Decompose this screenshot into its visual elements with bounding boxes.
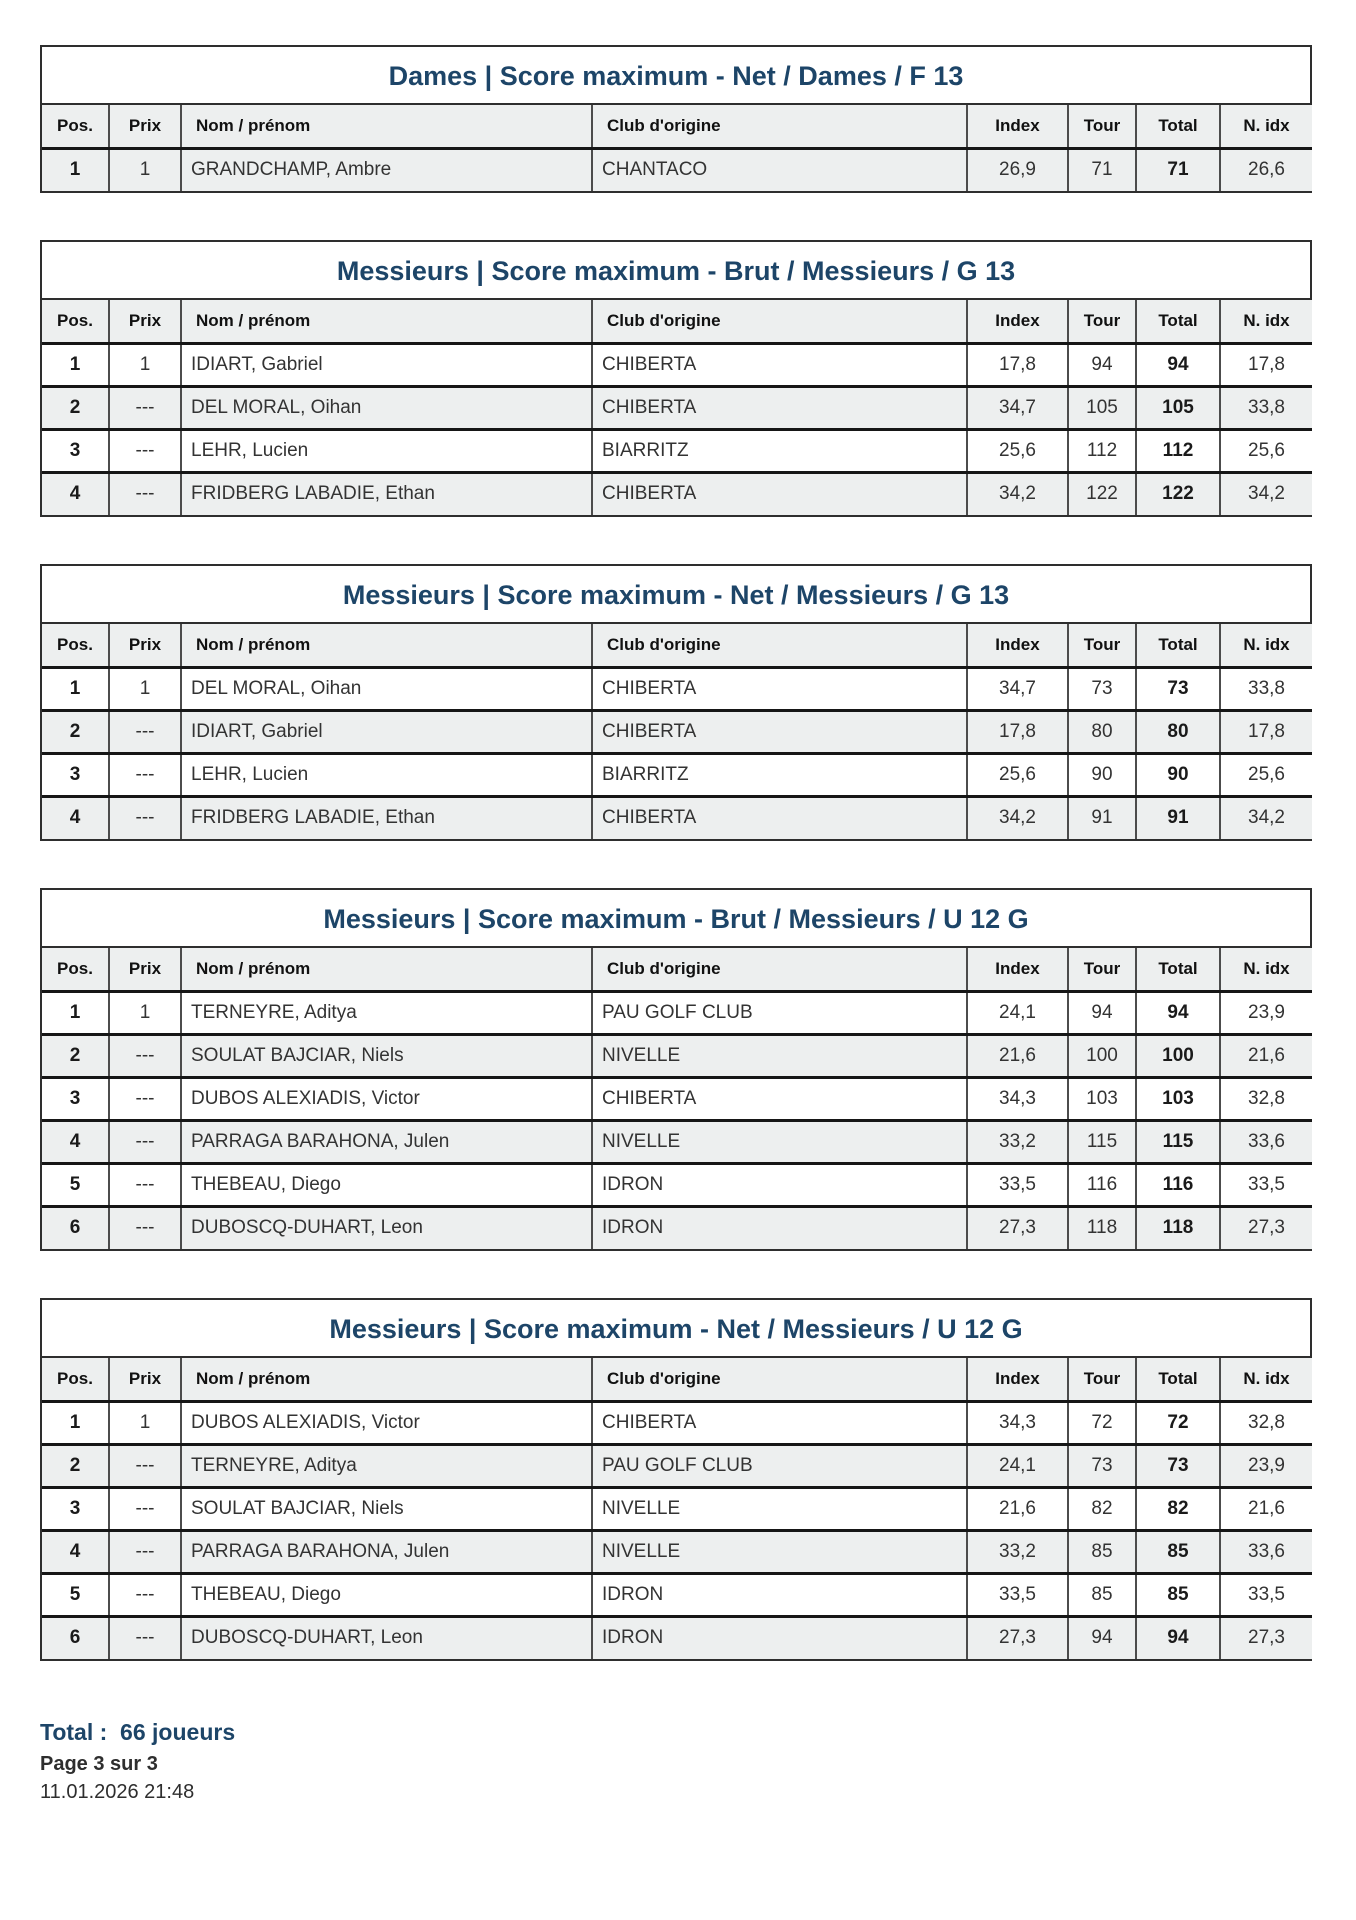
header-row bbox=[42, 105, 1312, 148]
pos-column-header: Pos. bbox=[42, 1358, 109, 1401]
index-cell: 34,7 bbox=[967, 386, 1068, 429]
club-cell: NIVELLE bbox=[592, 1120, 967, 1163]
prix-column-header: Prix bbox=[109, 300, 181, 343]
player-name-cell: TERNEYRE, Aditya bbox=[181, 991, 592, 1034]
total-cell: 90 bbox=[1136, 753, 1220, 796]
player-name-cell: DEL MORAL, Oihan bbox=[181, 386, 592, 429]
club-column-header: Club d'origine bbox=[592, 948, 967, 991]
club-cell: BIARRITZ bbox=[592, 753, 967, 796]
prix-cell: --- bbox=[109, 1206, 181, 1249]
index-cell: 21,6 bbox=[967, 1034, 1068, 1077]
total-cell: 80 bbox=[1136, 710, 1220, 753]
player-name-cell: TERNEYRE, Aditya bbox=[181, 1444, 592, 1487]
table-row bbox=[42, 1530, 1312, 1573]
index-cell: 26,9 bbox=[967, 148, 1068, 191]
player-name-cell: DUBOS ALEXIADIS, Victor bbox=[181, 1077, 592, 1120]
pos-cell: 2 bbox=[42, 710, 109, 753]
club-cell: NIVELLE bbox=[592, 1034, 967, 1077]
club-column-header: Club d'origine bbox=[592, 105, 967, 148]
nidx-cell: 33,8 bbox=[1220, 667, 1312, 710]
total-cell: 118 bbox=[1136, 1206, 1220, 1249]
prix-cell: --- bbox=[109, 1487, 181, 1530]
pos-cell: 5 bbox=[42, 1163, 109, 1206]
nidx-cell: 27,3 bbox=[1220, 1616, 1312, 1659]
tour-column-header: Tour bbox=[1068, 948, 1136, 991]
club-cell: IDRON bbox=[592, 1163, 967, 1206]
player-name-cell: DUBOS ALEXIADIS, Victor bbox=[181, 1401, 592, 1444]
pos-cell: 6 bbox=[42, 1616, 109, 1659]
player-name-cell: LEHR, Lucien bbox=[181, 753, 592, 796]
pos-cell: 2 bbox=[42, 1034, 109, 1077]
tour-cell: 73 bbox=[1068, 667, 1136, 710]
player-name-cell: SOULAT BAJCIAR, Niels bbox=[181, 1034, 592, 1077]
tour-cell: 94 bbox=[1068, 343, 1136, 386]
club-cell: IDRON bbox=[592, 1573, 967, 1616]
result-table-2 bbox=[40, 240, 1312, 517]
table-title: Messieurs | Score maximum - Brut / Messieurs / U 12 G bbox=[42, 890, 1310, 948]
club-column-header: Club d'origine bbox=[592, 1358, 967, 1401]
pos-column-header: Pos. bbox=[42, 105, 109, 148]
total-cell: 71 bbox=[1136, 148, 1220, 191]
table-title: Messieurs | Score maximum - Brut / Messieurs / G 13 bbox=[42, 242, 1310, 300]
table-row bbox=[42, 991, 1312, 1034]
prix-cell: 1 bbox=[109, 343, 181, 386]
prix-cell: --- bbox=[109, 1573, 181, 1616]
club-cell: CHIBERTA bbox=[592, 472, 967, 515]
player-name-cell: IDIART, Gabriel bbox=[181, 710, 592, 753]
tour-cell: 115 bbox=[1068, 1120, 1136, 1163]
pos-cell: 3 bbox=[42, 1077, 109, 1120]
table-row bbox=[42, 710, 1312, 753]
table-row bbox=[42, 472, 1312, 515]
club-cell: PAU GOLF CLUB bbox=[592, 1444, 967, 1487]
club-cell: CHANTACO bbox=[592, 148, 967, 191]
club-column-header: Club d'origine bbox=[592, 624, 967, 667]
total-cell: 73 bbox=[1136, 1444, 1220, 1487]
player-name-cell: LEHR, Lucien bbox=[181, 429, 592, 472]
table-row bbox=[42, 343, 1312, 386]
table-row bbox=[42, 429, 1312, 472]
index-cell: 34,2 bbox=[967, 472, 1068, 515]
table-title: Messieurs | Score maximum - Net / Messieurs / U 12 G bbox=[42, 1300, 1310, 1358]
prix-column-header: Prix bbox=[109, 1358, 181, 1401]
tour-cell: 91 bbox=[1068, 796, 1136, 839]
tour-cell: 103 bbox=[1068, 1077, 1136, 1120]
pos-cell: 5 bbox=[42, 1573, 109, 1616]
nidx-cell: 17,8 bbox=[1220, 710, 1312, 753]
pos-cell: 3 bbox=[42, 1487, 109, 1530]
total-column-header: Total bbox=[1136, 105, 1220, 148]
total-cell: 94 bbox=[1136, 1616, 1220, 1659]
index-cell: 33,2 bbox=[967, 1120, 1068, 1163]
player-name-cell: PARRAGA BARAHONA, Julen bbox=[181, 1530, 592, 1573]
player-name-cell: DUBOSCQ-DUHART, Leon bbox=[181, 1616, 592, 1659]
prix-cell: 1 bbox=[109, 148, 181, 191]
nidx-cell: 23,9 bbox=[1220, 1444, 1312, 1487]
player-name-cell: IDIART, Gabriel bbox=[181, 343, 592, 386]
table-row bbox=[42, 1034, 1312, 1077]
nidx-cell: 21,6 bbox=[1220, 1487, 1312, 1530]
prix-cell: --- bbox=[109, 386, 181, 429]
club-cell: CHIBERTA bbox=[592, 343, 967, 386]
pos-cell: 4 bbox=[42, 796, 109, 839]
total-cell: 72 bbox=[1136, 1401, 1220, 1444]
total-column-header: Total bbox=[1136, 624, 1220, 667]
player-name-cell: DEL MORAL, Oihan bbox=[181, 667, 592, 710]
table-row bbox=[42, 796, 1312, 839]
total-column-header: Total bbox=[1136, 948, 1220, 991]
total-cell: 115 bbox=[1136, 1120, 1220, 1163]
header-row bbox=[42, 300, 1312, 343]
nidx-cell: 33,5 bbox=[1220, 1163, 1312, 1206]
nidx-cell: 25,6 bbox=[1220, 753, 1312, 796]
prix-cell: --- bbox=[109, 796, 181, 839]
table-title: Dames | Score maximum - Net / Dames / F 13 bbox=[42, 47, 1310, 105]
nidx-cell: 17,8 bbox=[1220, 343, 1312, 386]
table-row bbox=[42, 667, 1312, 710]
prix-cell: 1 bbox=[109, 667, 181, 710]
prix-cell: --- bbox=[109, 1530, 181, 1573]
index-cell: 27,3 bbox=[967, 1616, 1068, 1659]
table-row bbox=[42, 1444, 1312, 1487]
player-name-column-header: Nom / prénom bbox=[181, 948, 592, 991]
result-table-4 bbox=[40, 888, 1312, 1251]
tour-cell: 71 bbox=[1068, 148, 1136, 191]
index-cell: 21,6 bbox=[967, 1487, 1068, 1530]
pos-cell: 1 bbox=[42, 667, 109, 710]
table-row bbox=[42, 148, 1312, 191]
tour-cell: 72 bbox=[1068, 1401, 1136, 1444]
pos-column-header: Pos. bbox=[42, 300, 109, 343]
nidx-cell: 33,6 bbox=[1220, 1120, 1312, 1163]
tour-cell: 85 bbox=[1068, 1573, 1136, 1616]
nidx-column-header: N. idx bbox=[1220, 105, 1312, 148]
player-name-cell: THEBEAU, Diego bbox=[181, 1573, 592, 1616]
page-indicator: Page 3 sur 3 bbox=[40, 1753, 158, 1775]
table-row bbox=[42, 1120, 1312, 1163]
pos-cell: 1 bbox=[42, 1401, 109, 1444]
club-cell: CHIBERTA bbox=[592, 386, 967, 429]
tour-cell: 90 bbox=[1068, 753, 1136, 796]
player-name-cell: GRANDCHAMP, Ambre bbox=[181, 148, 592, 191]
club-cell: PAU GOLF CLUB bbox=[592, 991, 967, 1034]
player-name-cell: FRIDBERG LABADIE, Ethan bbox=[181, 796, 592, 839]
club-cell: IDRON bbox=[592, 1206, 967, 1249]
tour-cell: 116 bbox=[1068, 1163, 1136, 1206]
tour-cell: 73 bbox=[1068, 1444, 1136, 1487]
total-cell: 85 bbox=[1136, 1530, 1220, 1573]
prix-column-header: Prix bbox=[109, 624, 181, 667]
nidx-cell: 21,6 bbox=[1220, 1034, 1312, 1077]
player-name-column-header: Nom / prénom bbox=[181, 105, 592, 148]
pos-cell: 3 bbox=[42, 429, 109, 472]
tour-cell: 118 bbox=[1068, 1206, 1136, 1249]
index-column-header: Index bbox=[967, 624, 1068, 667]
total-column-header: Total bbox=[1136, 1358, 1220, 1401]
player-name-cell: FRIDBERG LABADIE, Ethan bbox=[181, 472, 592, 515]
tour-cell: 85 bbox=[1068, 1530, 1136, 1573]
prix-cell: --- bbox=[109, 1120, 181, 1163]
nidx-column-header: N. idx bbox=[1220, 624, 1312, 667]
tour-cell: 82 bbox=[1068, 1487, 1136, 1530]
result-tables-container bbox=[40, 45, 1312, 1661]
nidx-cell: 32,8 bbox=[1220, 1401, 1312, 1444]
total-cell: 105 bbox=[1136, 386, 1220, 429]
table-row bbox=[42, 1573, 1312, 1616]
pos-cell: 4 bbox=[42, 1120, 109, 1163]
index-column-header: Index bbox=[967, 300, 1068, 343]
prix-cell: --- bbox=[109, 1034, 181, 1077]
result-table-1 bbox=[40, 45, 1312, 193]
timestamp: 11.01.2026 21:48 bbox=[40, 1781, 195, 1803]
header-row bbox=[42, 1358, 1312, 1401]
table-row bbox=[42, 1163, 1312, 1206]
pos-cell: 3 bbox=[42, 753, 109, 796]
total-players: Total : 66 joueurs bbox=[40, 1719, 236, 1745]
tour-column-header: Tour bbox=[1068, 105, 1136, 148]
player-name-column-header: Nom / prénom bbox=[181, 624, 592, 667]
result-table-5 bbox=[40, 1298, 1312, 1661]
nidx-column-header: N. idx bbox=[1220, 300, 1312, 343]
total-cell: 116 bbox=[1136, 1163, 1220, 1206]
nidx-cell: 34,2 bbox=[1220, 796, 1312, 839]
index-cell: 33,2 bbox=[967, 1530, 1068, 1573]
tour-cell: 94 bbox=[1068, 1616, 1136, 1659]
total-cell: 82 bbox=[1136, 1487, 1220, 1530]
table-row bbox=[42, 1077, 1312, 1120]
pos-cell: 6 bbox=[42, 1206, 109, 1249]
player-name-cell: DUBOSCQ-DUHART, Leon bbox=[181, 1206, 592, 1249]
club-column-header: Club d'origine bbox=[592, 300, 967, 343]
prix-column-header: Prix bbox=[109, 948, 181, 991]
results-grid bbox=[42, 624, 1312, 839]
table-title: Messieurs | Score maximum - Net / Messieurs / G 13 bbox=[42, 566, 1310, 624]
total-cell: 94 bbox=[1136, 991, 1220, 1034]
pos-cell: 4 bbox=[42, 1530, 109, 1573]
nidx-cell: 34,2 bbox=[1220, 472, 1312, 515]
player-name-column-header: Nom / prénom bbox=[181, 300, 592, 343]
pos-cell: 1 bbox=[42, 343, 109, 386]
player-name-column-header: Nom / prénom bbox=[181, 1358, 592, 1401]
pos-column-header: Pos. bbox=[42, 624, 109, 667]
total-column-header: Total bbox=[1136, 300, 1220, 343]
table-row bbox=[42, 1401, 1312, 1444]
index-cell: 33,5 bbox=[967, 1573, 1068, 1616]
results-grid bbox=[42, 948, 1312, 1249]
player-name-cell: PARRAGA BARAHONA, Julen bbox=[181, 1120, 592, 1163]
table-row bbox=[42, 753, 1312, 796]
tour-cell: 80 bbox=[1068, 710, 1136, 753]
nidx-cell: 33,6 bbox=[1220, 1530, 1312, 1573]
nidx-cell: 33,5 bbox=[1220, 1573, 1312, 1616]
index-cell: 25,6 bbox=[967, 429, 1068, 472]
index-column-header: Index bbox=[967, 948, 1068, 991]
player-name-cell: SOULAT BAJCIAR, Niels bbox=[181, 1487, 592, 1530]
total-cell: 112 bbox=[1136, 429, 1220, 472]
player-name-cell: THEBEAU, Diego bbox=[181, 1163, 592, 1206]
club-cell: CHIBERTA bbox=[592, 1401, 967, 1444]
total-cell: 100 bbox=[1136, 1034, 1220, 1077]
prix-cell: --- bbox=[109, 710, 181, 753]
club-cell: BIARRITZ bbox=[592, 429, 967, 472]
table-row bbox=[42, 1487, 1312, 1530]
nidx-column-header: N. idx bbox=[1220, 1358, 1312, 1401]
index-cell: 17,8 bbox=[967, 343, 1068, 386]
prix-cell: --- bbox=[109, 472, 181, 515]
nidx-cell: 23,9 bbox=[1220, 991, 1312, 1034]
results-grid bbox=[42, 105, 1312, 191]
tour-column-header: Tour bbox=[1068, 1358, 1136, 1401]
pos-cell: 1 bbox=[42, 148, 109, 191]
header-row bbox=[42, 624, 1312, 667]
index-cell: 34,2 bbox=[967, 796, 1068, 839]
club-cell: CHIBERTA bbox=[592, 667, 967, 710]
index-cell: 17,8 bbox=[967, 710, 1068, 753]
prix-column-header: Prix bbox=[109, 105, 181, 148]
club-cell: CHIBERTA bbox=[592, 710, 967, 753]
prix-cell: --- bbox=[109, 1444, 181, 1487]
table-row bbox=[42, 1206, 1312, 1249]
index-cell: 24,1 bbox=[967, 1444, 1068, 1487]
pos-cell: 2 bbox=[42, 1444, 109, 1487]
table-row bbox=[42, 386, 1312, 429]
results-grid bbox=[42, 300, 1312, 515]
club-cell: CHIBERTA bbox=[592, 796, 967, 839]
tour-cell: 105 bbox=[1068, 386, 1136, 429]
index-cell: 34,3 bbox=[967, 1077, 1068, 1120]
prix-cell: --- bbox=[109, 1616, 181, 1659]
pos-cell: 4 bbox=[42, 472, 109, 515]
tour-column-header: Tour bbox=[1068, 300, 1136, 343]
club-cell: NIVELLE bbox=[592, 1487, 967, 1530]
pos-cell: 1 bbox=[42, 991, 109, 1034]
result-table-3 bbox=[40, 564, 1312, 841]
pos-cell: 2 bbox=[42, 386, 109, 429]
index-cell: 34,7 bbox=[967, 667, 1068, 710]
prix-cell: --- bbox=[109, 753, 181, 796]
tour-cell: 94 bbox=[1068, 991, 1136, 1034]
total-cell: 103 bbox=[1136, 1077, 1220, 1120]
nidx-cell: 27,3 bbox=[1220, 1206, 1312, 1249]
nidx-cell: 33,8 bbox=[1220, 386, 1312, 429]
index-cell: 24,1 bbox=[967, 991, 1068, 1034]
page-footer bbox=[40, 1719, 1312, 1804]
tour-cell: 122 bbox=[1068, 472, 1136, 515]
prix-cell: --- bbox=[109, 1077, 181, 1120]
pos-column-header: Pos. bbox=[42, 948, 109, 991]
total-cell: 94 bbox=[1136, 343, 1220, 386]
nidx-cell: 25,6 bbox=[1220, 429, 1312, 472]
club-cell: CHIBERTA bbox=[592, 1077, 967, 1120]
prix-cell: 1 bbox=[109, 1401, 181, 1444]
total-cell: 91 bbox=[1136, 796, 1220, 839]
index-column-header: Index bbox=[967, 1358, 1068, 1401]
table-row bbox=[42, 1616, 1312, 1659]
nidx-column-header: N. idx bbox=[1220, 948, 1312, 991]
index-cell: 33,5 bbox=[967, 1163, 1068, 1206]
nidx-cell: 32,8 bbox=[1220, 1077, 1312, 1120]
index-cell: 27,3 bbox=[967, 1206, 1068, 1249]
index-cell: 34,3 bbox=[967, 1401, 1068, 1444]
tour-cell: 112 bbox=[1068, 429, 1136, 472]
total-cell: 85 bbox=[1136, 1573, 1220, 1616]
total-cell: 73 bbox=[1136, 667, 1220, 710]
tour-column-header: Tour bbox=[1068, 624, 1136, 667]
club-cell: IDRON bbox=[592, 1616, 967, 1659]
prix-cell: --- bbox=[109, 1163, 181, 1206]
header-row bbox=[42, 948, 1312, 991]
nidx-cell: 26,6 bbox=[1220, 148, 1312, 191]
prix-cell: 1 bbox=[109, 991, 181, 1034]
prix-cell: --- bbox=[109, 429, 181, 472]
results-grid bbox=[42, 1358, 1312, 1659]
index-column-header: Index bbox=[967, 105, 1068, 148]
index-cell: 25,6 bbox=[967, 753, 1068, 796]
club-cell: NIVELLE bbox=[592, 1530, 967, 1573]
tour-cell: 100 bbox=[1068, 1034, 1136, 1077]
total-cell: 122 bbox=[1136, 472, 1220, 515]
